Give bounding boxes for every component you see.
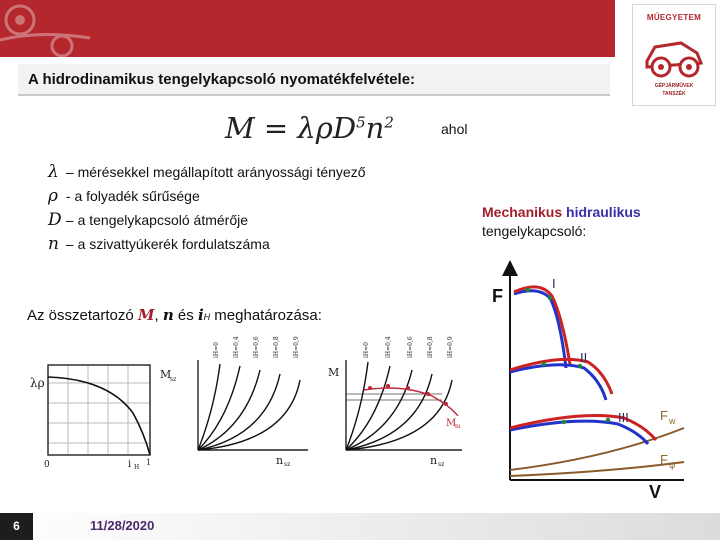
definition-d: D – a tengelykapcsoló átmérője: [48, 210, 248, 230]
g2-ylabel: M: [160, 368, 172, 381]
g4-region-1: I: [552, 276, 556, 291]
slide-title: A hidrodinamikus tengelykapcsoló nyomatékfelvétele:: [28, 71, 416, 88]
g2-curve-2: iH=0,6: [253, 336, 260, 358]
definition-n: n – a szivattyúkerék fordulatszáma: [48, 234, 270, 254]
g3-curve-0: iH=0: [363, 342, 370, 358]
g2-curve-0: iH=0: [213, 342, 220, 358]
g3-msub: m: [455, 423, 461, 430]
g2-xlabel: n: [276, 454, 284, 467]
definition-lambda: λ – mérésekkel megállapított arányossági tényező: [48, 162, 366, 182]
g1-xlabel: i: [128, 459, 132, 470]
car-wheel-icon: [643, 27, 705, 81]
definition-rho: ρ - a folyadék sűrűsége: [48, 186, 200, 206]
g1-xmax: 1: [146, 458, 152, 467]
g4-ylabel: F: [492, 286, 503, 306]
g3-xlabel: n: [430, 454, 438, 467]
footer-date: 11/28/2020: [90, 518, 155, 533]
g2-xsub: sz: [284, 461, 291, 468]
g4-region-3: III: [618, 410, 629, 425]
g4-region-2: II: [580, 350, 588, 365]
g4-fpsi: F: [660, 452, 668, 467]
g3-curve-2: iH=0,6: [407, 336, 414, 358]
g2-curve-4: iH=0,9: [293, 336, 300, 358]
logo-line2: TANSZÉK: [662, 91, 686, 97]
definitions-list: [48, 162, 366, 258]
university-logo: [632, 4, 716, 106]
g3-mlabel: M: [446, 418, 457, 429]
g3-xsub: sz: [438, 461, 445, 468]
car-decoration-icon: [0, 0, 110, 57]
lambda-rho-graph: [28, 355, 158, 470]
logo-title: MŰEGYETEM: [646, 13, 702, 22]
ahol-label: ahol: [441, 121, 468, 137]
msz-nsz-graph: [158, 336, 318, 470]
g4-fpsi-sub: ψ: [669, 460, 676, 470]
g2-ysub: sz: [170, 376, 177, 383]
header-band: [0, 0, 615, 57]
g4-fw: F: [660, 408, 668, 423]
g1-origin: 0: [44, 460, 50, 470]
page-number: 6: [0, 513, 33, 540]
g2-curve-3: iH=0,8: [273, 336, 280, 358]
g2-curve-1: iH=0,4: [233, 336, 240, 358]
g4-fw-sub: w: [669, 416, 676, 426]
m-nsz-graph: [322, 336, 482, 470]
g3-curve-1: iH=0,4: [385, 336, 392, 358]
g4-xlabel: V: [649, 482, 662, 502]
determination-sentence: Az összetartozó M, n és iH meghatározása:: [27, 306, 322, 324]
mechanical-hydraulic-note: Mechanikus hidraulikus tengelykapcsoló:: [482, 204, 641, 239]
g3-curve-4: iH=0,9: [447, 336, 454, 358]
g3-curve-3: iH=0,8: [427, 336, 434, 358]
g3-ylabel: M: [328, 366, 340, 379]
formula: $M = \lambda\rho D^5n^2$: [225, 111, 394, 145]
g1-xsub: H: [134, 464, 140, 471]
logo-line1: GÉPJÁRMŰVEK: [654, 83, 694, 89]
slide-title-box: [18, 64, 610, 96]
force-velocity-graph: [488, 258, 698, 508]
g1-ylabel: λρ: [30, 376, 45, 390]
